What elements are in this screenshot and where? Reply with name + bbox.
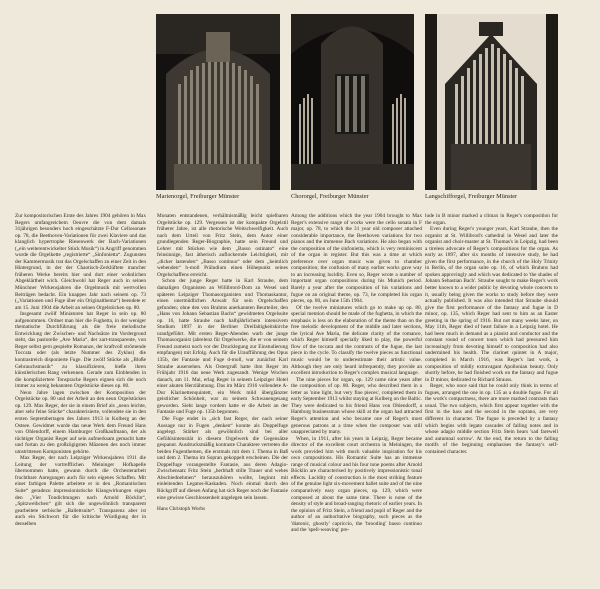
paragraph: Reger, who once said that he could only think in terms of fugues, arranged the one in op. 135 as a double fugue. For all the work's compactness, there are more marked contrasts than usual. The two subjects, which first appear together with the first in the bass and the second in the soprano, are very different in character. The fugue is preceded by a fantasy which begins with legato cascades of falling notes and in whose adagio middle section Fritz Stein hears 'sad farewell and autumnal sorrow'. At the end, the return to the falling motifs of the beginning emphasises the fantasy's self-contained character. — [425, 383, 558, 455]
paragraph: Die Fuge endet in „sich fast Reger, der nach seiner Aussage nur in Fugen „denken“ konnte als Doppelfuge angelegt. Stärker als gewöhnlich sind bei aller Gefühlsintensität in diesem Orgelwerk die Gegensätze gespannt. Ausdrucksmäßig kontraste Charaktere vertreten die beiden Fugenthemen, die erstmals mit dem 1. Thema in Baß und dem 2. Thema im Sopran gekoppelt erscheinen. Die der Doppelfuge vorangestellte Fantasie, aus deren Adagio-Zwischensatz Fritz Stein „herbhaft stille Trauer und wehes Abschiednehmen“ herauszuhören wollte, beginnt mit einleitenden Legatos-Kaskaden. Noch einmal durch den Rückgriff auf diesen Anfang hat sich Reger noch der Fantasie eine gewisse Geschlossenheit angelegen sein lassen. — [157, 415, 288, 501]
author-signature: Hans Christoph Worbs — [157, 506, 206, 513]
english-text-column-2 — [425, 213, 558, 585]
photo-caption: Marienorgel, Freiburger Münster — [156, 193, 240, 200]
paragraph: Schon der junge Reger hatte in Karl Straube, dem damaligen Organisten an Willibrord-Dom zu Wesel und späteren Leipziger Thomasorganisten und Thomaskantor, einen unermüdlichen Anwalt für sein Orgelschaffen gefunden; ohne den von Brahms anerkannten Beurteiler, den „Hans von Johann Sebastian Bachs“ gewidmeten Orgelsuite op. 16, hatte Straube nach halbjährlichem intensivem Studium 1897 in der Berliner Dreifaltigkeitskirche uraufgeführt. Mit ersten Reger-Abenden warb der junge Thomasorganist (abrelenz für Orgelwerke, die er von seinem Freund zumeist noch vor der Drucklegung zur Einstudierung empfangen) mit Erfolg. Auch für die Uraufführung des Opus 135b, der Fantasie und Fuge d-moll, war zunächst Karl Straube ausersehen. Als Ostergruß hatte ihm Reger im Frühjahr 1916 das neue Werk zugesandt. Wenige Wochen danach, am 11. Mai, erlag Reger in seinem Leipziger Hotel einer akuten Herzlähmung. Das im März 1916 vollendete A-Dur Klarinettenquintett, ein Werk mild überglänzter geistlicher Schönheit, war zu seinem Schwanengesang geworden. Sieht lange vordem hatte er die Arbeit an der Fantasie und Fuge op. 135b begonnen. — [157, 278, 288, 416]
paragraph: Zur kompositorischen Ernte des Jahres 1904 gehören in Max Regers umfangreichem Oeuvre die von dem damals 31jährigen besonders hoch eingeschätzte F-Dur Cellosonate op. 78, die Beethoven-Variationen für zwei Klaviere und das klanglich hypertrophe Riesenwerk der Bach-Variationen („ein weiterentwickelter Stück Musik“) in Angriff genommen wurde die Orgelkette „registrierte“ „Sinfonietta“. Zugunsten der Kammermusik trat das Orgelschaffen zu einer Zeit in den Hintergrund, in der der Chaotisch-Zerklüftete mancher früheren Werke bereits hier und dort einer wohnlichen Abgeklärtheit wich. Gleichwohl hat Reger auch in seinen Münchner Wirkensjahren die Orgelmusik mit wertvollen Beiträgen bedacht. Ein knappes Jahr nach seinem op. 73 („Variationen und Fuge über ein Originalthema“) beendete er am 15. Juni 1904 die Arbeit an seinen Orgelstücken op. 80. — [15, 213, 146, 311]
choir-organ-icon — [291, 14, 414, 190]
english-text-column-1 — [291, 213, 422, 585]
photo-caption: Chororgel, Freiburger Münster — [291, 193, 369, 200]
paragraph: Max Reger, der nach Leipziger Wirkensjahren 1911 die Leitung der vortrefflichen Meininger Hofkapelle übernommen hatte, gewann durch die Orchesterarbeit fruchtbare Anregungen auch für sein eigenes Schaffen. Mit einer farbigen Palette arbeitete er in den „Romantischen Suite“ geradezu impressionistische Klangwirkungen eigen den „Vier Tondichtungen nach Arnold Böcklin“, „Spitzweibchen“ gilt sich die ungewöhnlich transparent gearbeitete serbische „Ballettsuite“. Transparenz aber ist auch ein Stichwort für die kritische Würdigung der in denselben — [15, 455, 146, 527]
paragraph: Monaten entstandenen, verhältnismäßig leicht spielbaren Orgelstücke op. 129. Vergessen ist der kompakte Orgelstil früherer Jahre, ist alle rhetorische Weitschweifigkeit. Auch nach dem Urteil von Fritz Stein, dem Autor einer grundlegenden Reger-Biographie, hatte sein Freund und Lehrer mit Stücken wie dem „Basso ostinato“ eine feinsinnige, fast ätherisch auflockernde Leichtigkeit, mit „dicker lastenden“ „Basso continuo“ oder dem „heimlich webenden“ h-moll Präludium einen Höhepunkt seines Orgelschaffens erreicht. — [157, 213, 288, 278]
paragraph: lude in B minor marked a climax in Reger's composition for the organ. — [425, 213, 558, 226]
paragraph: Even during Reger's younger years, Karl Straube, then the organist at St. Willibrod's cathedral in Wesel and later the organist and choir-master at St. Thomas's in Leipzig, had been a tireless advocate of Reger's compositions for the organ. As early as 1897, after six months of intensive study, he had given the first performance, in the church of the Holy Trinity in Berlin, of the organ suite op. 16, of which Brahms had spoken approvingly and which was dedicated to 'the shades of Johann Sebastian Bach'. Straube sought to make Reger's work better known to a wider public by devoting whole concerts to it, usually being given the works to study before they were actually published. It was also intended that Straube should give the first performance of the fantasy and fugue in D minor, op. 135, which Reger had sent to him as an Easter greeting in the spring of 1916. But not many weeks later, on May 11th, Reger died of heart failure in a Leipzig hotel. He had been much in demand as a pianist and conductor and the constant round of concert tours which had pressured him increasingly from devoting himself to composition had also undermined his health. The clarinet quintet in A major, completed in March 1916, was Reger's last work, a composition of mildly extravagant Apollonian beauty. Only shortly before, he had finished work on the fantasy and fugue in D minor, dedicated to Richard Strauss. — [425, 226, 558, 383]
paragraph: Among the additions which the year 1904 brought to Max Reger's extensive range of works were the cello sonata in F major, op. 78, to which the 31 year old composer attached considerable importance, the Beethoven variations for two pianos and the immense Bach variations. He also began with the composition of the sinfonietta, which is very reminiscent of the organ in register. But this was a time at which preference over organ music was given to chamber composition; the confusion of many earlier works gave way to an increasing lucidity. Even so, Reger wrote a number of important organ compositions during his Munich period. Barely a year after the composition of his variations and fugue on an original theme, op. 73, he completed his organ pieces, op. 80, on June 15th 1904. — [291, 213, 422, 305]
photo-langschifforgel — [425, 14, 558, 190]
paragraph: Neun Jahre lagen zwischen der Komposition der Orgelstücke op. 80 und der Arbeit an den neun Orgelstücken op. 129. Max Reger, der sie in einem Brief als „neun leichte, aber sehr feine Stücke“ charakterisierte, vollendete sie in den ersten Septembertagen des Jahres 1913 in Kolberg an der Ostsee. Gewidmet wurde das neue Werk dem Freund Hans von Ohlendorff, einem Hamburger Großkaufmann, der als tüchtiger Organist Reger auf sein aufmerksam gemacht hatte und fortan zu den großzügigsten Mäzenen des noch immer umstrittenen Komponisten gehörte. — [15, 389, 146, 455]
organ-pipes-icon — [156, 14, 280, 190]
paragraph: The nine pieces for organ, op. 129 came nine years after the composition of op. 80. Reger, who described them in a letter as 'nine light, but very fine pieces', completed them in early September 1913 whilst staying at Kolberg on the Baltic. They were dedicated to his friend Hans von Ohlendorff, a Hamburg businessman whose skill at the organ had attracted Reger's attention and who became one of Reger's most generous patrons at a time when the composer was still unappreciated by many. — [291, 376, 422, 436]
paragraph: Of the twelve miniatures which go to make up op. 80, special mention should be made of the fughetta, in which the emphasis is less on the elaboration of the theme than on the free melodic development of the middle and later sections, the lyrical Ave Maria, the delicate clarity of the romance, which Reger himself specially liked to play, the powerful flow of the toccata and the contrasts of the fugue, the last piece in the cycle. To classify the twelve pieces as functional music would be to underestimate their artistic value. Although they are only heard infrequently, they provide an excellent introduction to Reger's complex musical language. — [291, 304, 422, 377]
photo-chororgel — [291, 14, 414, 190]
nave-organ-icon — [425, 14, 558, 190]
german-text-column-1 — [15, 213, 146, 585]
paragraph: When, in 1911, after his years in Leipzig, Reger became director of the excellent court orchestra in Meiningen, the work provided him with much valuable inspiration for his own compositions. His Romantic Suite has an immense range of musical colour and his four tone poems after Arnold Böcklin are characterised by positively impressionistic tonal effects. Lucidity of construction is the most striking feature of the genuine light six-movement ballet suite and of the nine comparatively easy organ pieces, op. 129, which were composed at about the same time. There is none of the density of style and broad-ranging rhetoric of earlier years. In the opinion of Fritz Stein, a friend and pupil of Reger and the author of an authoritative biography, such pieces as the 'diatonic, ghostly' capriccio, the 'brooding' basso continuo and the 'spell-weaving' pre- — [291, 435, 422, 534]
paragraph: Insgesamt zwölf Miniaturen hat Reger in sein op. 80 aufgenommen. Ordnet man hier die Fughetta, in der weniger thematische Durchführung als die freie melodische Entwicklung der Zwischen- und Nachsätze im Vordergrund steht, das pastorelle „Ave Maria“, der zart-transparente, von Reger selbst gern gespielte Romanze, der kraftvoll strömende Toccata oder (als letzte Nummer des Zyklus) die kontrastreich disponierte Fuge. Die zwölf Stücke als „Bloße Gebrauchsmusik“ zu klassifizieren, hieße ihren künstlerischen Rang verkennen. Gerade zum Einblenden in die kompliziertere Tonsprache Regers eignen sich die noch immer zu wenig bekannten Orgelstücke dieses op. 80. — [15, 311, 146, 390]
photo-caption: Langschifforgel, Freiburger Münster — [425, 193, 518, 200]
photo-marienorgel — [156, 14, 280, 190]
german-text-column-2 — [157, 213, 288, 585]
